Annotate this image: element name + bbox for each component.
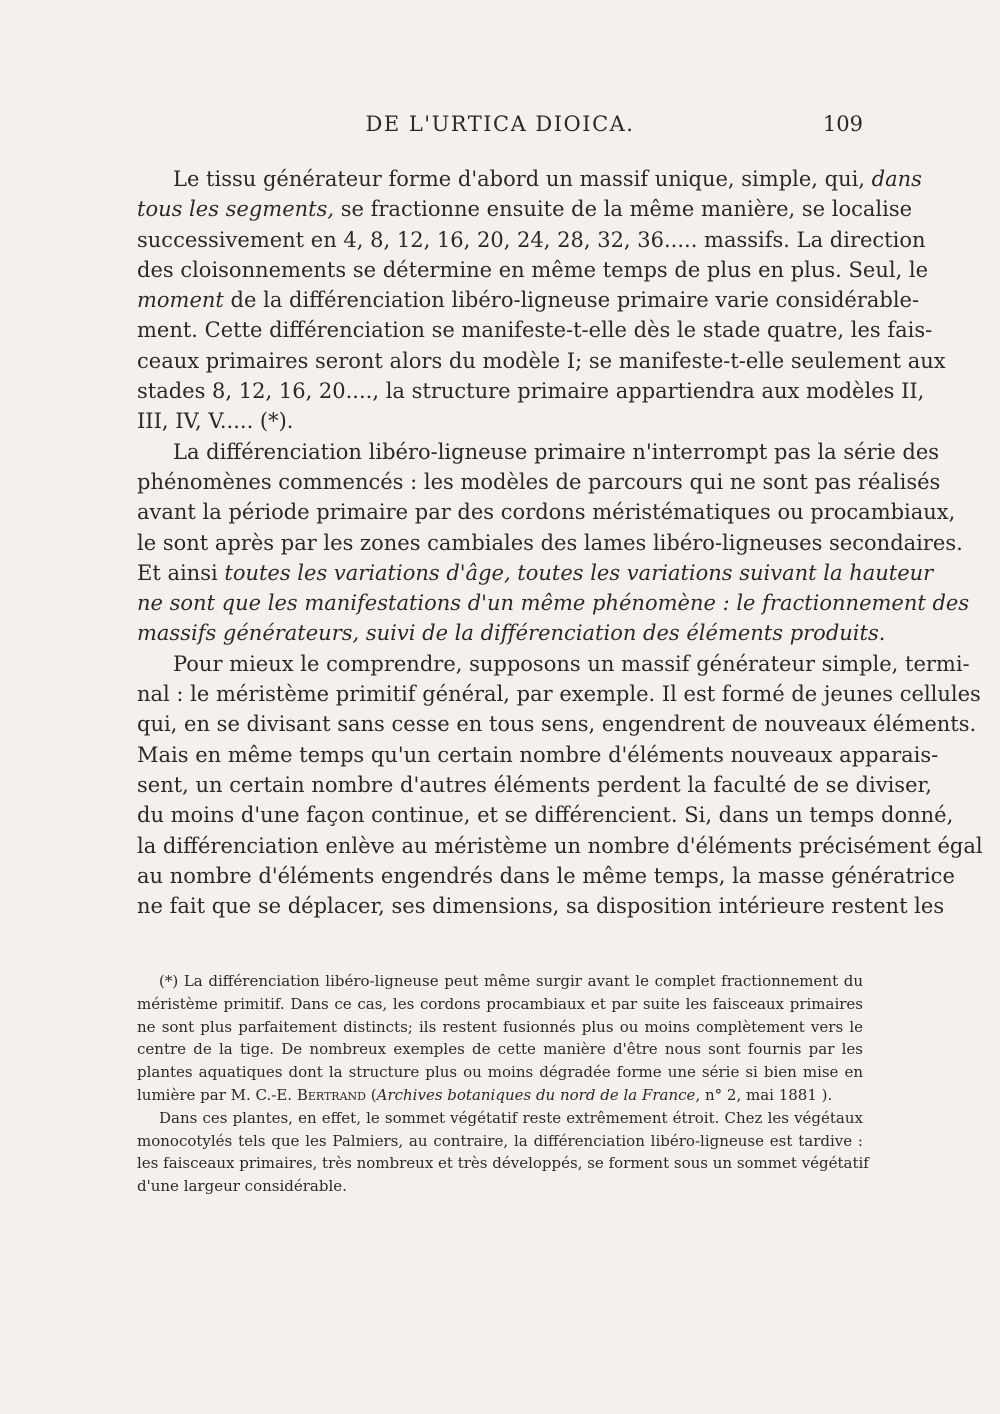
text-line: ne fait que se déplacer, ses dimensions, sa disposition intérieure restent les bbox=[137, 894, 945, 919]
text-line: nal : le méristème primitif général, par exemple. Il est formé de jeunes cellules bbox=[137, 682, 981, 707]
text-line: du moins d'une façon continue, et se différencient. Si, dans un temps donné, bbox=[137, 803, 954, 828]
footnote-line: plantes aquatiques dont la structure plus ou moins dégradée forme une série si bien mise en bbox=[137, 1063, 863, 1082]
main-text bbox=[137, 164, 983, 921]
text-line: le sont après par les zones cambiales des lames libéro-ligneuses secondaires. bbox=[137, 530, 963, 555]
text-line: qui, en se divisant sans cesse en tous sens, engendrent de nouveaux éléments. bbox=[137, 712, 977, 737]
text-line: avant la période primaire par des cordons méristématiques ou procambiaux, bbox=[137, 500, 956, 525]
footnote-line: centre de la tige. De nombreux exemples de cette manière d'être nous sont fournis par les bbox=[137, 1040, 863, 1059]
text-line: ceaux primaires seront alors du modèle I; se manifeste-t-elle seulement aux bbox=[137, 348, 946, 373]
text-line: stades 8, 12, 16, 20...., la structure primaire appartiendra aux modèles II, bbox=[137, 379, 925, 404]
footnote-line: monocotylés tels que les Palmiers, au contraire, la différenciation libéro-ligneuse est tardive : bbox=[137, 1131, 863, 1150]
text-line: III, IV, V..... (*). bbox=[137, 409, 294, 434]
text-line: La différenciation libéro-ligneuse primaire n'interrompt pas la série des bbox=[173, 439, 940, 464]
text-line: massifs générateurs, suivi de la différenciation des éléments produits. bbox=[137, 621, 886, 646]
text-line: sent, un certain nombre d'autres éléments perdent la faculté de se diviser, bbox=[137, 772, 932, 797]
text-line: Le tissu générateur forme d'abord un massif unique, simple, qui, dans bbox=[173, 167, 922, 191]
text-line: phénomènes commencés : les modèles de parcours qui ne sont pas réalisés bbox=[137, 469, 941, 494]
text-line: des cloisonnements se détermine en même temps de plus en plus. Seul, le bbox=[137, 257, 929, 282]
text-line: la différenciation enlève au méristème un nombre d'éléments précisément égal bbox=[137, 833, 983, 858]
footnote-line: Dans ces plantes, en effet, le sommet végétatif reste extrêmement étroit. Chez les végétaux bbox=[159, 1108, 863, 1127]
footnote-line: lumière par M. C.-E. Bertrand (Archives botaniques du nord de la France, n° 2, mai 1881 ). bbox=[137, 1085, 833, 1104]
text-line: tous les segments, se fractionne ensuite de la même manière, se localise bbox=[137, 197, 913, 222]
footnote-line: (*) La différenciation libéro-ligneuse peut même surgir avant le complet fractionnement du bbox=[159, 972, 863, 990]
footnote bbox=[137, 970, 869, 1198]
page-number: 109 bbox=[822, 112, 863, 136]
text-line: ment. Cette différenciation se manifeste-t-elle dès le stade quatre, les fais- bbox=[137, 318, 933, 343]
footnote-line: d'une largeur considérable. bbox=[137, 1177, 347, 1196]
text-line: successivement en 4, 8, 12, 16, 20, 24, 28, 32, 36..... massifs. La direction bbox=[137, 227, 926, 252]
footnote-line: les faisceaux primaires, très nombreux et très développés, se forment sous un sommet végétatif bbox=[137, 1154, 869, 1173]
text-line: moment de la différenciation libéro-ligneuse primaire varie considérable- bbox=[137, 288, 920, 313]
text-line: Pour mieux le comprendre, supposons un massif générateur simple, termi- bbox=[173, 651, 970, 676]
text-line: Mais en même temps qu'un certain nombre d'éléments nouveaux apparais- bbox=[137, 742, 939, 767]
text-line: ne sont que les manifestations d'un même phénomène : le fractionnement des bbox=[137, 591, 970, 616]
footnote-line: méristème primitif. Dans ce cas, les cordons procambiaux et par suite les faisceaux primaires bbox=[137, 994, 863, 1013]
footnote-line: ne sont plus parfaitement distincts; ils restent fusionnés plus ou moins complètement vers le bbox=[137, 1017, 863, 1036]
text-line: au nombre d'éléments engendrés dans le même temps, la masse génératrice bbox=[137, 863, 955, 888]
running-head: DE L'URTICA DIOICA. bbox=[365, 112, 635, 136]
text-line: Et ainsi toutes les variations d'âge, toutes les variations suivant la hauteur bbox=[137, 560, 934, 585]
page-header bbox=[137, 112, 863, 148]
